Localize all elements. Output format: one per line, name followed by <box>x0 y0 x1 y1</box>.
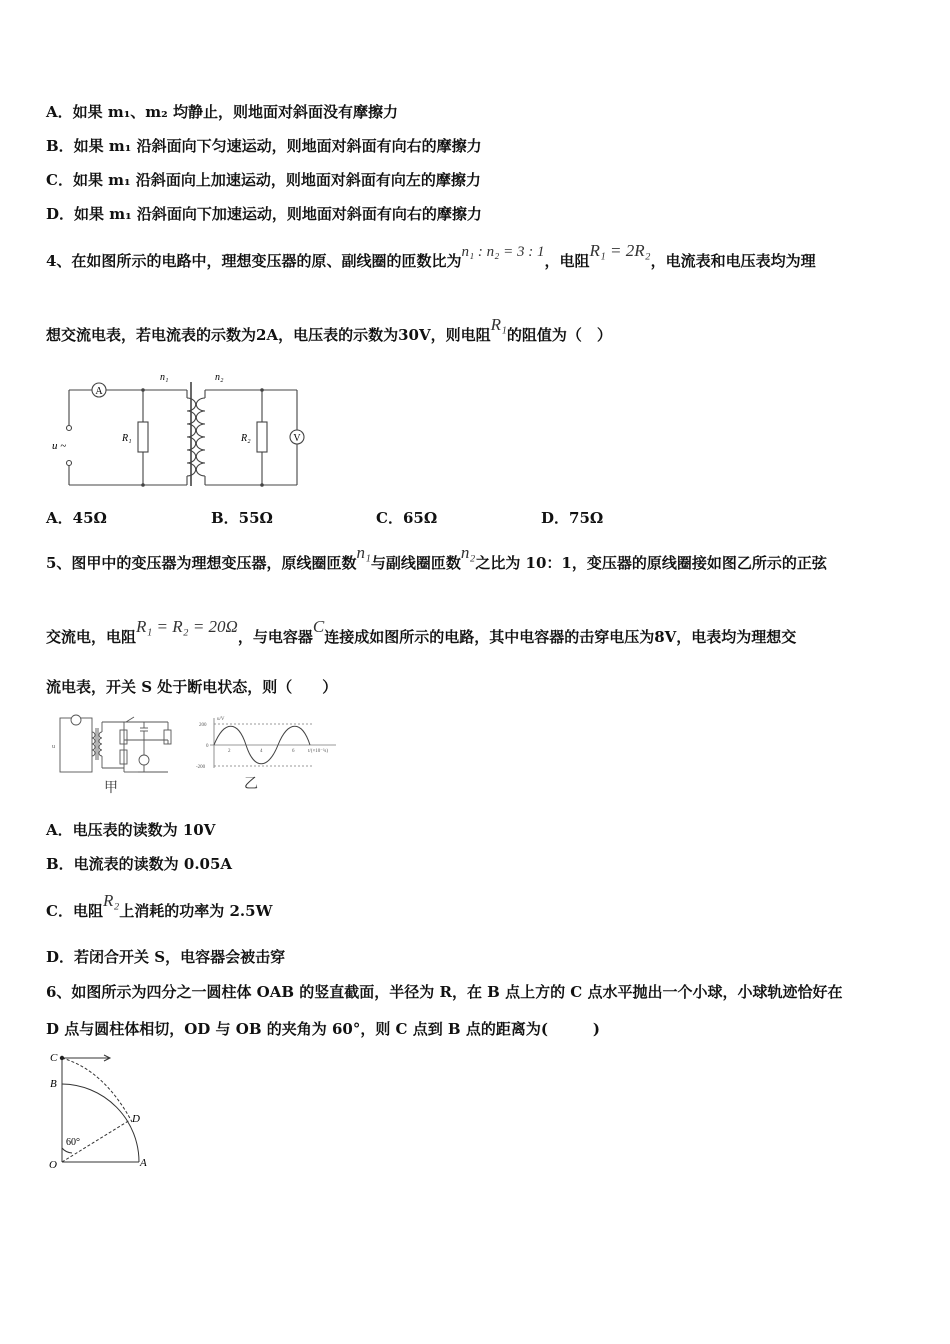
q3-option-a: A．如果 m₁、m₂ 均静止，则地面对斜面没有摩擦力 <box>46 103 398 121</box>
q5-n1-symbol: n₁ <box>356 543 371 562</box>
q5-option-c-r2: R₂ <box>102 891 120 910</box>
q5-resistance: R₁ = R₂ = 20Ω <box>136 617 238 636</box>
q5-option-d: D．若闭合开关 S，电容器会被击穿 <box>46 948 286 966</box>
q5-text-f: 连接成如图所示的电路，其中电容器的击穿电压为8V，电表均为理想交 <box>324 628 797 646</box>
q5-capacitor-symbol: C <box>312 617 325 636</box>
q5-graph-xlabel: t/(×10⁻²s) <box>308 749 329 754</box>
q6-angle-label: 60° <box>66 1137 80 1148</box>
q3-option-c: C．如果 m₁ 沿斜面向上加速运动，则地面对斜面有向左的摩擦力 <box>46 171 481 189</box>
q4-n2-label: n₂ <box>215 372 224 383</box>
q4-voltmeter-label: V <box>293 433 301 444</box>
q4-source-label: u ~ <box>52 440 67 452</box>
q5-graph-tick-6: 6 <box>292 749 295 754</box>
q5-graph-tick-4: 4 <box>260 749 263 754</box>
q4-r2-label: R₂ <box>241 433 251 444</box>
q4-text-d: 想交流电表，若电流表的示数为2A，电压表的示数为30V，则电阻 <box>46 326 491 344</box>
q5-text-d: 交流电，电阻 <box>46 628 137 646</box>
q6-label-c: C <box>50 1052 58 1064</box>
q4-option-d: D．75Ω <box>541 509 604 527</box>
q5-n2-symbol: n₂ <box>460 543 476 562</box>
q5-voltage-graph-yi <box>196 712 346 800</box>
q5-text-b: 与副线圈匝数 <box>370 554 461 572</box>
q4-r1-symbol: R₁ <box>490 315 507 334</box>
q4-text-a: 4、在如图所示的电路中，理想变压器的原、副线圈的匝数比为 <box>46 252 462 270</box>
q4-n1-label: n₁ <box>160 372 169 383</box>
q5-graph-yneg: -200 <box>196 765 206 770</box>
q4-ammeter-label: A <box>95 386 103 397</box>
q5-text-a: 5、图甲中的变压器为理想变压器，原线圈匝数 <box>46 554 357 572</box>
q6-stem-line2: D 点与圆柱体相切，OD 与 OB 的夹角为 60°，则 C 点到 B 点的距离为( ) <box>46 1020 601 1038</box>
q5-option-c <box>46 891 273 921</box>
q6-label-b: B <box>50 1078 57 1090</box>
q5-text-c: 之比为 10：1，变压器的原线圈接如图乙所示的正弦 <box>475 554 827 572</box>
q5-fig-yi-label: 乙 <box>244 777 258 792</box>
q4-text-e: 的阻值为（ ） <box>506 326 612 344</box>
q4-resistance-relation: R₁ = 2R₂ <box>589 241 651 260</box>
q5-option-c-text-b: 上消耗的功率为 2.5W <box>119 902 273 920</box>
q5-graph-tick-2: 2 <box>228 749 231 754</box>
q4-option-c: C．65Ω <box>376 509 438 527</box>
q5-text-e: ，与电容器 <box>237 628 313 646</box>
q5-stem-line1 <box>46 543 827 573</box>
q6-quarter-cylinder-figure <box>44 1048 164 1173</box>
q6-stem-line1: 6、如图所示为四分之一圆柱体 OAB 的竖直截面，半径为 R，在 B 点上方的 C 点水平抛出一个小球，小球轨迹恰好在 <box>46 983 843 1001</box>
q4-turns-ratio: n₁ : n₂ = 3 : 1 <box>461 244 545 260</box>
q5-graph-yzero: 0 <box>206 744 209 749</box>
q3-option-d: D．如果 m₁ 沿斜面向下加速运动，则地面对斜面有向右的摩擦力 <box>46 205 482 223</box>
q5-circuit-figure-jia <box>48 712 188 800</box>
q4-text-c: ，电流表和电压表均为理 <box>650 252 816 270</box>
q5-graph-ylabel: u/V <box>217 717 225 722</box>
q4-option-b: B．55Ω <box>211 509 273 527</box>
q5-graph-ypos: 200 <box>199 723 207 728</box>
svg-text:u: u <box>52 744 55 750</box>
q5-option-a: A．电压表的读数为 10V <box>46 821 216 839</box>
q6-label-a: A <box>140 1157 147 1169</box>
q4-stem-line1 <box>46 241 816 272</box>
q4-r1-label: R₁ <box>122 433 132 444</box>
q6-label-o: O <box>49 1159 57 1171</box>
q5-stem-line2 <box>46 617 797 647</box>
q4-stem-line2 <box>46 315 612 345</box>
q3-option-b: B．如果 m₁ 沿斜面向下匀速运动，则地面对斜面有向右的摩擦力 <box>46 137 482 155</box>
q5-option-b: B．电流表的读数为 0.05A <box>46 855 233 873</box>
q4-text-b: ，电阻 <box>544 252 590 270</box>
q5-stem-line3: 流电表，开关 S 处于断电状态，则（ ） <box>46 678 338 696</box>
q6-label-d: D <box>132 1113 140 1125</box>
q4-option-a: A．45Ω <box>46 509 107 527</box>
q5-fig-jia-label: 甲 <box>104 781 118 796</box>
q4-circuit-figure <box>50 368 310 493</box>
q5-option-c-text-a: C．电阻 <box>46 902 103 920</box>
